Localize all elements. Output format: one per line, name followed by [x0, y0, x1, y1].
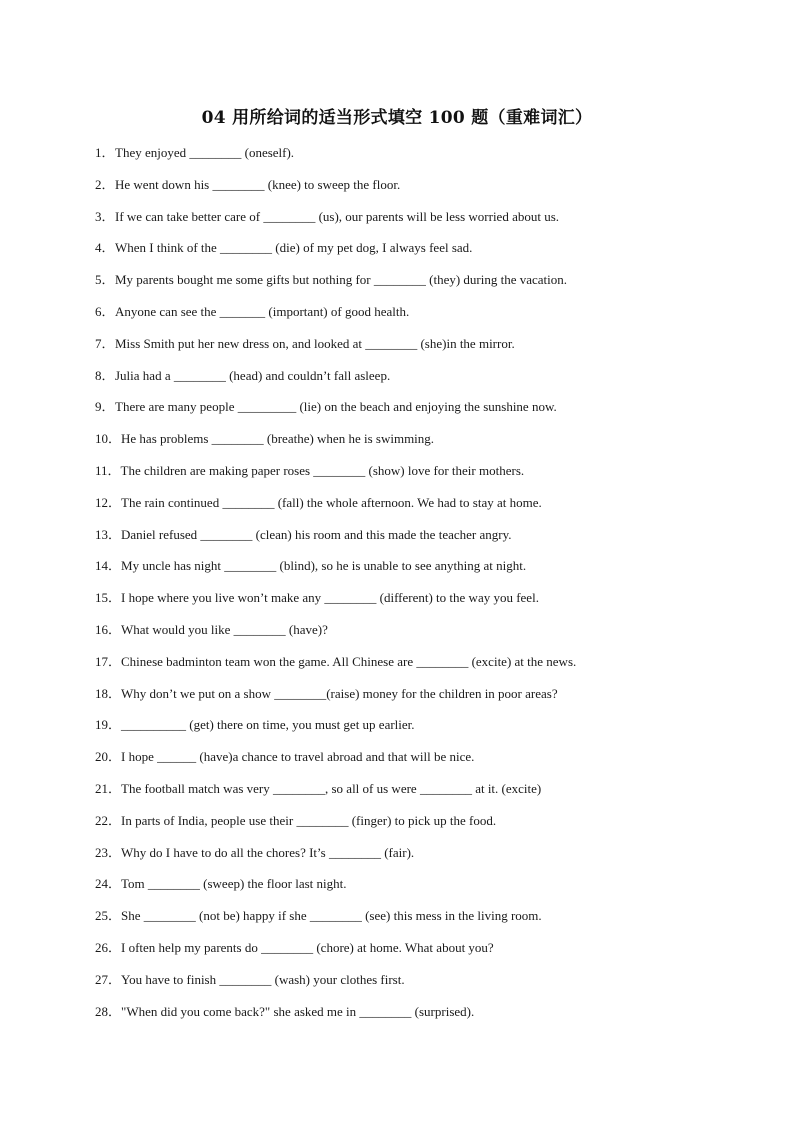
- question-text: She ________ (not be) happy if she ________ (see) this mess in the living room.: [121, 908, 542, 924]
- question-item: [95, 906, 755, 938]
- question-text: I hope ______ (have)a chance to travel abroad and that will be nice.: [121, 749, 475, 765]
- question-number: 20．: [95, 749, 122, 765]
- question-number: 22．: [95, 812, 122, 828]
- question-item: [95, 143, 755, 175]
- question-text: Tom ________ (sweep) the floor last night.: [121, 876, 347, 892]
- question-item: [95, 684, 755, 716]
- question-text: Miss Smith put her new dress on, and looked at ________ (she)in the mirror.: [115, 335, 515, 351]
- question-text: What would you like ________ (have)?: [121, 621, 328, 637]
- question-item: [95, 556, 755, 588]
- question-text: I hope where you live won’t make any ________ (different) to the way you feel.: [121, 590, 539, 606]
- question-item: [95, 588, 755, 620]
- question-number: 4．: [95, 240, 115, 256]
- question-item: [95, 429, 755, 461]
- question-text: The children are making paper roses ________ (show) love for their mothers.: [120, 462, 525, 478]
- question-text: There are many people _________ (lie) on the beach and enjoying the sunshine now.: [115, 399, 557, 415]
- question-item: [95, 811, 755, 843]
- question-number: 7．: [95, 335, 115, 351]
- question-text: The rain continued ________ (fall) the whole afternoon. We had to stay at home.: [121, 494, 542, 510]
- question-text: You have to finish ________ (wash) your clothes first.: [121, 971, 405, 987]
- question-item: [95, 175, 755, 207]
- question-item: [95, 620, 755, 652]
- question-number: 6．: [95, 303, 115, 319]
- question-number: 12．: [95, 494, 122, 510]
- question-text: Anyone can see the _______ (important) of good health.: [115, 303, 410, 319]
- question-item: [95, 843, 755, 875]
- question-number: 25．: [95, 908, 122, 924]
- question-text: Julia had a ________ (head) and couldn’t fall asleep.: [115, 367, 391, 383]
- question-item: [95, 207, 755, 239]
- question-item: [95, 874, 755, 906]
- question-text: __________ (get) there on time, you must get up earlier.: [121, 717, 415, 733]
- question-number: 26．: [95, 939, 122, 955]
- question-number: 18．: [95, 685, 122, 701]
- question-item: [95, 938, 755, 970]
- question-item: [95, 1002, 755, 1034]
- question-number: 24．: [95, 876, 122, 892]
- question-text: I often help my parents do ________ (chore) at home. What about you?: [121, 939, 494, 955]
- question-text: "When did you come back?" she asked me in ________ (surprised).: [121, 1003, 475, 1019]
- question-number: 1．: [95, 145, 115, 160]
- question-text: In parts of India, people use their ________ (finger) to pick up the food.: [121, 812, 497, 828]
- question-number: 28．: [95, 1003, 122, 1019]
- question-item: [95, 397, 755, 429]
- question-text: Why do I have to do all the chores? It’s ________ (fair).: [121, 844, 415, 860]
- question-text: They enjoyed ________ (oneself).: [115, 145, 295, 160]
- question-number: 5．: [95, 272, 115, 288]
- question-number: 14．: [95, 558, 122, 574]
- question-item: [95, 493, 755, 525]
- question-item: [95, 779, 755, 811]
- question-number: 2．: [95, 176, 115, 192]
- question-number: 10．: [95, 431, 122, 447]
- question-text: My uncle has night ________ (blind), so he is unable to see anything at night.: [121, 558, 527, 574]
- question-list: [95, 143, 755, 1033]
- question-item: [95, 270, 755, 302]
- question-text: The football match was very ________, so all of us were ________ at it. (excite): [121, 780, 542, 796]
- question-number: 8．: [95, 367, 115, 383]
- question-text: He has problems ________ (breathe) when he is swimming.: [121, 431, 435, 447]
- question-item: [95, 970, 755, 1002]
- question-text: Daniel refused ________ (clean) his room and this made the teacher angry.: [121, 526, 512, 542]
- question-item: [95, 302, 755, 334]
- question-number: 23．: [95, 844, 122, 860]
- question-number: 19．: [95, 717, 122, 733]
- question-item: [95, 525, 755, 557]
- question-number: 9．: [95, 399, 115, 415]
- question-item: [95, 747, 755, 779]
- question-item: [95, 652, 755, 684]
- question-item: [95, 366, 755, 398]
- question-number: 13．: [95, 526, 122, 542]
- question-text: Why don’t we put on a show ________(raise) money for the children in poor areas?: [121, 685, 558, 701]
- question-number: 16．: [95, 621, 122, 637]
- question-number: 15．: [95, 590, 122, 606]
- question-number: 17．: [95, 653, 122, 669]
- question-text: My parents bought me some gifts but nothing for ________ (they) during the vacation.: [115, 272, 568, 288]
- question-number: 21．: [95, 780, 122, 796]
- question-text: He went down his ________ (knee) to sweep the floor.: [115, 176, 401, 192]
- question-text: Chinese badminton team won the game. All Chinese are ________ (excite) at the news.: [121, 653, 577, 669]
- question-item: [95, 715, 755, 747]
- question-item: [95, 461, 755, 493]
- question-number: 3．: [95, 208, 115, 224]
- question-text: When I think of the ________ (die) of my pet dog, I always feel sad.: [115, 240, 473, 256]
- question-number: 27．: [95, 971, 122, 987]
- question-text: If we can take better care of ________ (us), our parents will be less worried about us.: [115, 208, 560, 224]
- question-item: [95, 334, 755, 366]
- question-number: 11．: [95, 462, 121, 478]
- page-title: 04 用所给词的适当形式填空 100 题（重难词汇）: [201, 108, 593, 128]
- question-item: [95, 238, 755, 270]
